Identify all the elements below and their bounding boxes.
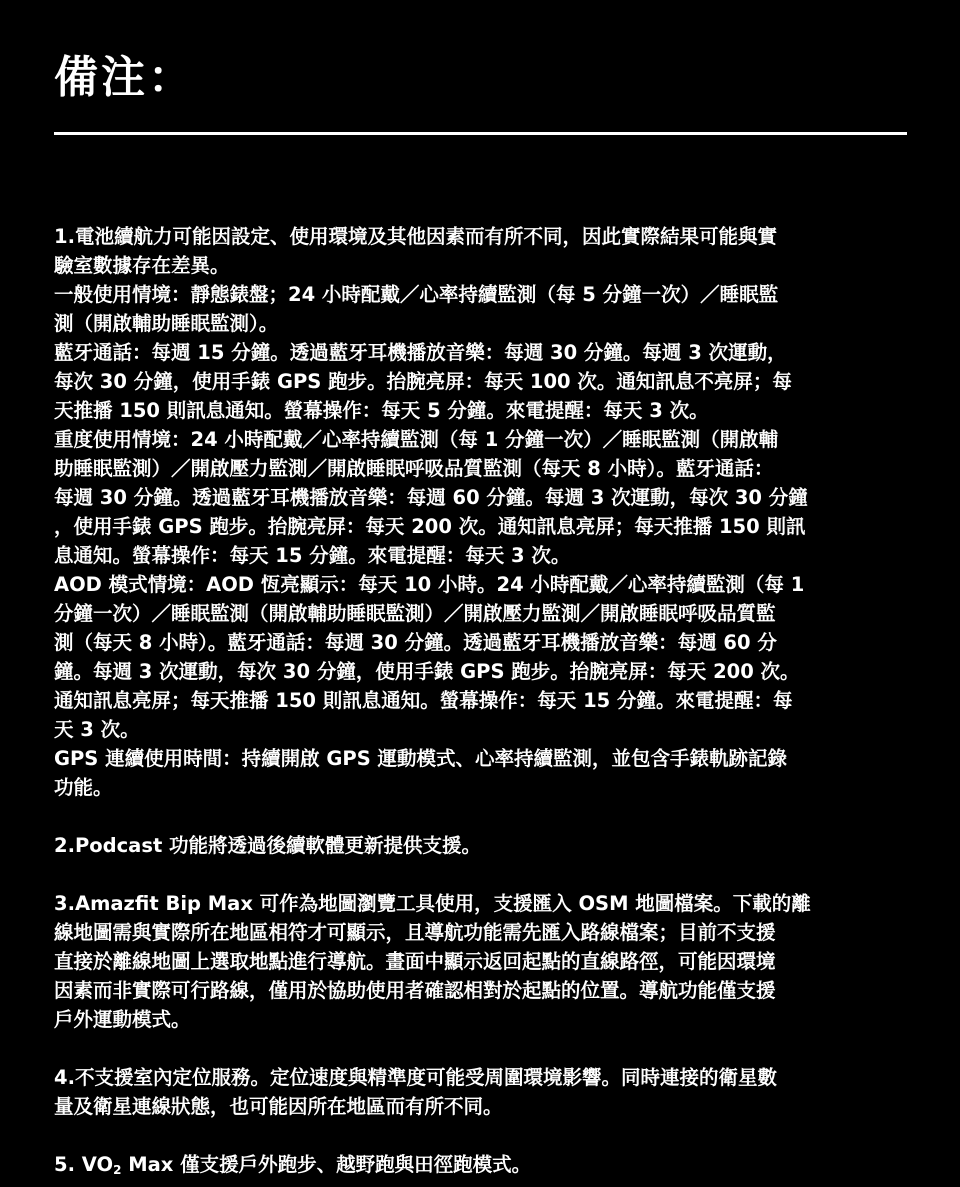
note-line: AOD 模式情境：AOD 恆亮顯示：每天 10 小時。24 小時配戴／心率持續監測（每 1	[54, 573, 805, 596]
note-2	[54, 831, 914, 860]
note-line: 驗室數據存在差異。	[54, 254, 230, 277]
note-line: 測（每天 8 小時）。藍牙通話：每週 30 分鐘。透過藍牙耳機播放音樂：每週 60 分	[54, 631, 777, 654]
note-5	[54, 1150, 914, 1179]
note-3	[54, 889, 914, 1034]
note-line: 一般使用情境：靜態錶盤；24 小時配戴／心率持續監測（每 5 分鐘一次）／睡眠監	[54, 283, 779, 306]
note-line: 每次 30 分鐘，使用手錶 GPS 跑步。抬腕亮屏：每天 100 次。通知訊息不亮屏；每	[54, 370, 792, 393]
vo2-prefix: 5. VO	[54, 1153, 114, 1176]
note-line: 線地圖需與實際所在地區相符才可顯示，且導航功能需先匯入路線檔案；目前不支援	[54, 921, 776, 944]
note-line: 直接於離線地圖上選取地點進行導航。畫面中顯示返回起點的直線路徑，可能因環境	[54, 950, 776, 973]
note-line: 藍牙通話：每週 15 分鐘。透過藍牙耳機播放音樂：每週 30 分鐘。每週 3 次運動，	[54, 341, 787, 364]
note-line: 2.Podcast 功能將透過後續軟體更新提供支援。	[54, 834, 482, 857]
notes-list	[54, 222, 914, 1179]
note-line: 量及衛星連線狀態，也可能因所在地區而有所不同。	[54, 1095, 503, 1118]
note-line: 4.不支援室內定位服務。定位速度與精準度可能受周圍環境影響。同時連接的衛星數	[54, 1066, 777, 1089]
note-line: 3.Amazfit Bip Max 可作為地圖瀏覽工具使用，支援匯入 OSM 地圖檔案。下載的離	[54, 892, 811, 915]
note-1	[54, 222, 914, 802]
note-line: 功能。	[54, 776, 113, 799]
note-line: 天 3 次。	[54, 718, 140, 741]
note-line: 重度使用情境：24 小時配戴／心率持續監測（每 1 分鐘一次）／睡眠監測（開啟輔	[54, 428, 779, 451]
title-divider	[54, 132, 907, 135]
note-line: GPS 連續使用時間：持續開啟 GPS 運動模式、心率持續監測，並包含手錶軌跡記錄	[54, 747, 788, 770]
note-line: 鐘。每週 3 次運動，每次 30 分鐘，使用手錶 GPS 跑步。抬腕亮屏：每天 200 次。	[54, 660, 800, 683]
note-line: 分鐘一次）／睡眠監測（開啟輔助睡眠監測）／開啟壓力監測／開啟睡眠呼吸品質監	[54, 602, 776, 625]
note-line: 每週 30 分鐘。透過藍牙耳機播放音樂：每週 60 分鐘。每週 3 次運動，每次 30 分鐘	[54, 486, 808, 509]
note-line: 1.電池續航力可能因設定、使用環境及其他因素而有所不同，因此實際結果可能與實	[54, 225, 777, 248]
note-line: 息通知。螢幕操作：每天 15 分鐘。來電提醒：每天 3 次。	[54, 544, 571, 567]
note-line: 通知訊息亮屏；每天推播 150 則訊息通知。螢幕操作：每天 15 分鐘。來電提醒：每	[54, 689, 793, 712]
note-line: 戶外運動模式。	[54, 1008, 191, 1031]
vo2-subscript: 2	[113, 1163, 122, 1177]
note-line: ，使用手錶 GPS 跑步。抬腕亮屏：每天 200 次。通知訊息亮屏；每天推播 150 則訊	[54, 515, 806, 538]
note-line: 因素而非實際可行路線，僅用於協助使用者確認相對於起點的位置。導航功能僅支援	[54, 979, 776, 1002]
note-line: 測（開啟輔助睡眠監測）。	[54, 312, 279, 335]
note-line: 助睡眠監測）／開啟壓力監測／開啟睡眠呼吸品質監測（每天 8 小時）。藍牙通話：	[54, 457, 774, 480]
vo2-suffix: Max 僅支援戶外跑步、越野跑與田徑跑模式。	[121, 1153, 532, 1176]
note-line: 天推播 150 則訊息通知。螢幕操作：每天 5 分鐘。來電提醒：每天 3 次。	[54, 399, 709, 422]
note-line-vo2max	[54, 1150, 914, 1179]
page-title: 備注：	[54, 52, 195, 103]
note-4	[54, 1063, 914, 1121]
